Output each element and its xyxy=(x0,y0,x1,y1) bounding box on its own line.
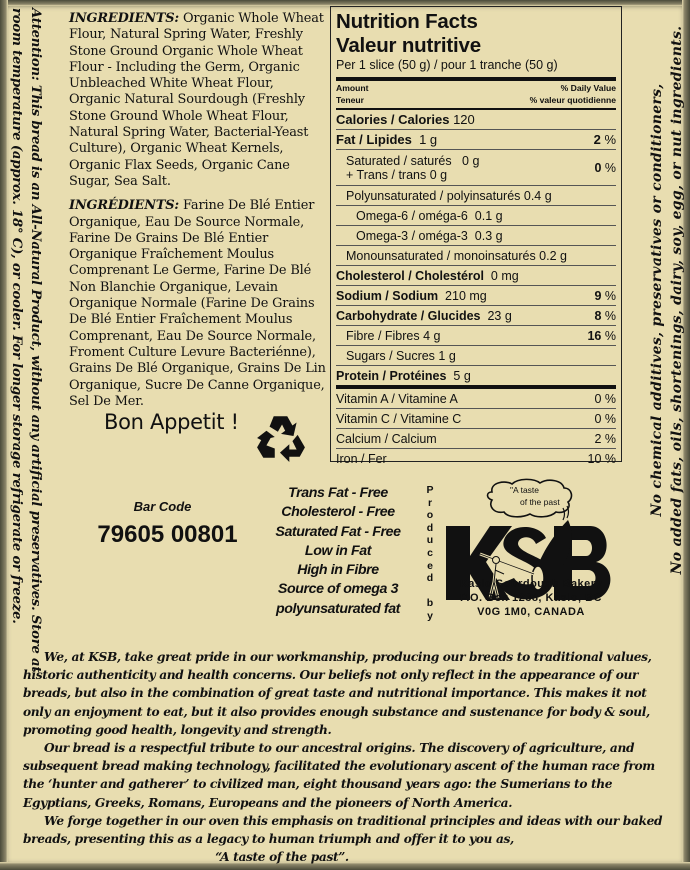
nutrition-title-fr: Valeur nutritive xyxy=(336,34,481,57)
sodium-label: Sodium / Sodium xyxy=(336,288,439,303)
produced-by-letter: o xyxy=(426,509,434,522)
row-omega3 xyxy=(336,226,616,246)
row-sugars xyxy=(336,346,616,366)
dv-label-en: % Daily Value xyxy=(560,83,616,93)
claim-high-fibre: High in Fibre xyxy=(297,562,379,579)
claim-low-fat: Low in Fat xyxy=(304,542,372,559)
claim-trans-fat-free: Trans Fat - Free xyxy=(288,485,388,501)
produced-by-letter: c xyxy=(427,546,433,559)
fat-dv: 2 xyxy=(593,132,601,147)
produced-by-letter xyxy=(424,585,436,598)
omega3-label: Omega-3 / oméga-3 0.3 g xyxy=(356,228,503,243)
amount-label-fr: Teneur xyxy=(336,94,365,105)
row-cholesterol xyxy=(336,266,616,286)
ingredients-fr-heading: INGRÉDIENTS: xyxy=(69,198,180,214)
story-tagline: “A taste of the past”. xyxy=(215,850,349,865)
percent-sign: % xyxy=(604,288,616,303)
amount-label-en: Amount xyxy=(336,83,369,93)
row-calories xyxy=(336,110,616,130)
row-calcium xyxy=(336,429,616,449)
row-vitamin-a xyxy=(336,389,616,409)
row-monounsaturated xyxy=(336,246,616,266)
ingredients-en-heading: INGREDIENTS: xyxy=(69,11,180,26)
story-paragraph-1: We, at KSB, take great pride in our workmanship, producing our breads to traditional values, historic authenticity and health concerns. Our beliefs not only reflect in the appearance of our breads, but also in the combination of great taste and nutritional importance. This makes it not only an enjoyment to eat, but it also provides enough substance and sustenance for body & soul, promoting good health, longevity and strength. xyxy=(23,650,652,737)
iron-dv: 10 % xyxy=(587,452,616,466)
claim-omega3-line2: polyunsaturated fat xyxy=(275,600,401,617)
barcode-label: Bar Code xyxy=(133,499,192,514)
row-fat xyxy=(336,130,616,150)
bon-appetit-text: Bon Appetit ! xyxy=(104,410,239,434)
percent-sign: % xyxy=(604,160,616,175)
cholesterol-value: 0 mg xyxy=(490,268,519,283)
fat-label: Fat / Lipides xyxy=(336,132,412,147)
story-paragraph-3: We forge together in our oven this emphasis on traditional principles and ideas with our baked breads, presenting this as a legacy to human triumph and offer it to you as, xyxy=(23,813,663,847)
storage-attention-note xyxy=(7,8,45,673)
producer-address xyxy=(440,578,622,619)
health-claims xyxy=(268,484,408,619)
protein-label: Protein / Protéines xyxy=(336,368,447,383)
nutrition-header xyxy=(336,81,616,110)
carbohydrate-value: 23 g xyxy=(487,308,512,323)
producer-address-line2: V0G 1M0, CANADA xyxy=(477,605,585,618)
dv-label-fr: % valeur quotidienne xyxy=(529,94,616,105)
produced-by-letter: u xyxy=(426,534,434,547)
ingredients-french xyxy=(69,198,327,410)
no-additives-note xyxy=(647,10,687,590)
cholesterol-label: Cholesterol / Cholestérol xyxy=(336,268,484,283)
produced-by-letter: P xyxy=(426,484,434,496)
bakery-story xyxy=(23,648,671,866)
row-sodium xyxy=(336,286,616,306)
ingredients-fr-text: Farine De Blé Entier Organique, Eau De Source Normale, Farine De Grains De Blé Entier Organique Fraîchement Moulus Comprenant Le Germe, Farine De Blé Non Blanchie Organique, Levain Organique Normale (Farine De Grains De Blé Entier Fraîchement Moulus Comprenant, Eau De Source Normale, Froment Culture Levure Bacteriénne), Grains De Blé Organique, Grains De Lin Organique, Sucre De Canne Organique, Sel De Mer. xyxy=(69,198,326,409)
sodium-dv: 9 xyxy=(594,288,602,303)
polyunsaturated-label: Polyunsaturated / polyinsaturés 0.4 g xyxy=(346,188,552,203)
produced-by-vertical xyxy=(424,484,436,623)
row-omega6 xyxy=(336,206,616,226)
produced-by-letter: e xyxy=(427,559,433,572)
saturated-label: Saturated / saturés 0 g xyxy=(346,153,480,168)
story-paragraph-2: Our bread is a respectful tribute to our ancestral origins. The discovery of agriculture, and subsequent bread making technology, facilitated the evolutionary ascent of the human race from the ‘hunter and gatherer’ to civilized man, eight thousand years ago: the Sumerians to the Egyptians, Greeks, Romans, Europeans and the pioneers of North America. xyxy=(23,741,655,810)
ingredients-en-text: Organic Whole Wheat Flour, Natural Spring Water, Freshly Stone Ground Organic Whole Wheat Flour - Including the Germ, Organic Unbleached White Wheat Flour, Organic Natural Sourdough (Freshly Stone Ground Whole Wheat Flour, Natural Spring Water, Bacterial-Yeast Culture), Organic Wheat Kernels, Organic Flax Seeds, Organic Cane Sugar, Sea Salt. xyxy=(69,11,324,189)
produced-by-letter: r xyxy=(427,496,433,509)
recycle-icon xyxy=(255,411,307,463)
carbohydrate-dv: 8 xyxy=(594,308,602,323)
vitamin-a-label: Vitamin A / Vitamine A xyxy=(336,391,458,406)
nutrition-facts-table xyxy=(330,6,622,466)
protein-value: 5 g xyxy=(453,368,471,383)
vitamin-c-label: Vitamin C / Vitamine C xyxy=(336,411,462,426)
no-additives-line-2: No added fats, oils, shortenings, dairy, soy, egg, or nut ingredients. xyxy=(669,25,685,575)
claim-omega3-line1: Source of omega 3 xyxy=(277,581,399,598)
produced-by-letter: b xyxy=(426,597,434,610)
producer-address-line1: P.O. Box 1238, Kaslo, BC xyxy=(459,591,603,604)
no-additives-line-1: No chemical additives, preservatives or conditioners, xyxy=(649,83,665,517)
iron-label: Iron / Fer xyxy=(336,452,387,466)
row-saturated-trans xyxy=(336,150,616,186)
omega6-label: Omega-6 / oméga-6 0.1 g xyxy=(356,208,503,223)
nutrition-title-en: Nutrition Facts xyxy=(336,10,478,33)
calories-label: Calories / Calories xyxy=(336,112,450,127)
producer-name: Kaslo Sourdough Bakery xyxy=(459,578,603,590)
logo-bubble-line1: "A taste xyxy=(510,485,540,495)
row-polyunsaturated xyxy=(336,186,616,206)
produced-by-letter: d xyxy=(426,521,434,534)
vitamin-c-dv: 0 % xyxy=(594,411,616,426)
carbohydrate-label: Carbohydrate / Glucides xyxy=(336,308,481,323)
row-carbohydrate xyxy=(336,306,616,326)
fibre-dv: 16 xyxy=(587,328,602,343)
trans-label: + Trans / trans 0 g xyxy=(346,167,448,182)
calcium-label: Calcium / Calcium xyxy=(336,431,437,446)
sodium-value: 210 mg xyxy=(445,288,487,303)
monounsaturated-label: Monounsaturated / monoinsaturés 0.2 g xyxy=(346,248,567,263)
ingredients-section xyxy=(69,11,327,418)
calcium-dv: 2 % xyxy=(594,431,616,446)
claim-saturated-fat-free: Saturated Fat - Free xyxy=(275,523,401,540)
row-protein xyxy=(336,366,616,389)
percent-sign: % xyxy=(604,328,616,343)
serving-size: Per 1 slice (50 g) / pour 1 tranche (50 g) xyxy=(336,58,616,81)
row-vitamin-c xyxy=(336,409,616,429)
saturated-dv: 0 xyxy=(594,160,602,175)
sugars-label: Sugars / Sucres 1 g xyxy=(346,348,456,363)
fibre-label: Fibre / Fibres 4 g xyxy=(346,328,441,343)
ingredients-english xyxy=(69,11,327,190)
row-iron xyxy=(336,449,616,469)
row-fibre xyxy=(336,326,616,346)
produced-by-letter: d xyxy=(426,572,434,585)
calories-value: 120 xyxy=(453,112,475,127)
vitamin-a-dv: 0 % xyxy=(594,391,616,406)
fat-value: 1 g xyxy=(419,132,438,147)
produced-by-letter: y xyxy=(427,609,433,622)
logo-bubble-line2: of the past xyxy=(520,497,560,507)
claim-cholesterol-free: Cholesterol - Free xyxy=(281,504,395,521)
barcode-number: 79605 00801 xyxy=(97,521,238,548)
percent-sign: % xyxy=(604,132,616,147)
storage-note-line-1: Attention: This bread is an All-Natural Product, without any artificial preservatives. Store at xyxy=(28,8,43,673)
storage-note-line-2: room temperature (approx. 18° C), or cooler. For longer storage refrigerate or freeze. xyxy=(9,8,24,624)
percent-sign: % xyxy=(604,308,616,323)
